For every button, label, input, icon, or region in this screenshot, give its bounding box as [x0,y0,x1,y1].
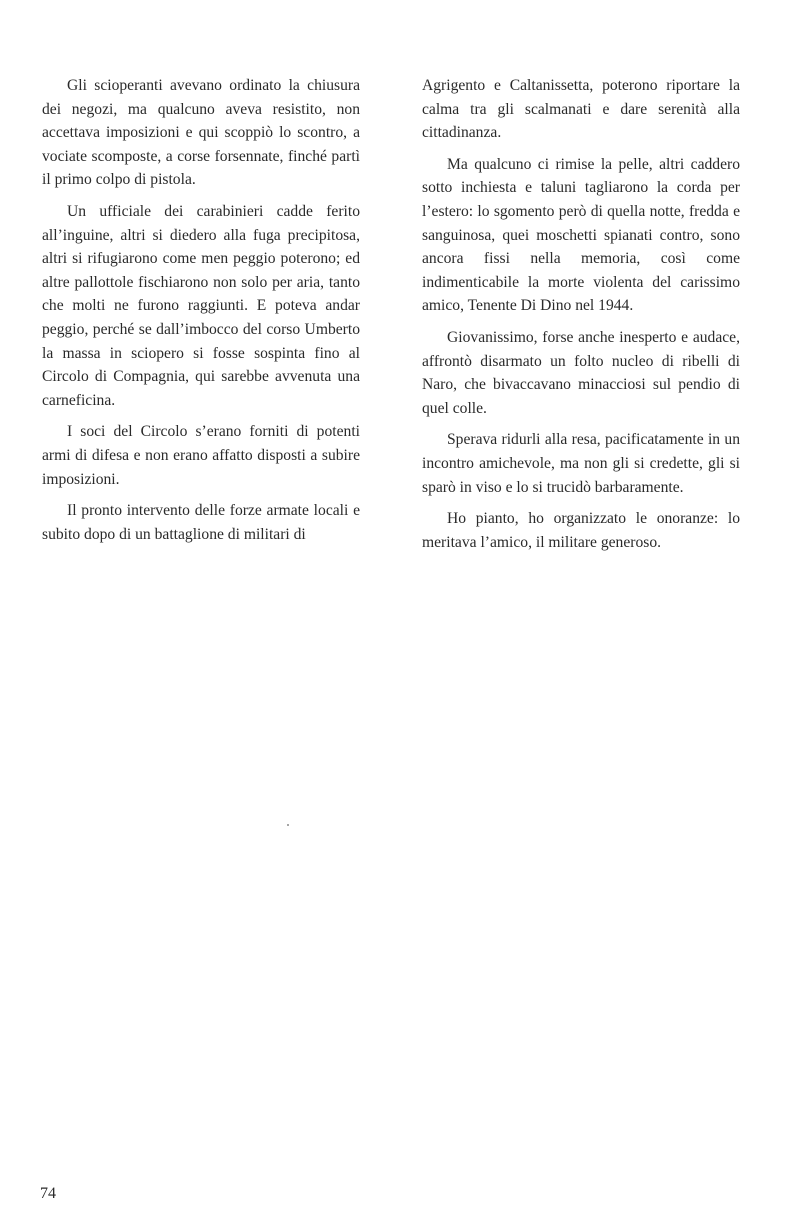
left-column [42,74,360,554]
paragraph: Ho pianto, ho organizzato le onoranze: lo meritava l’amico, il militare generoso. [422,510,740,551]
scan-speck [287,824,289,826]
page-number: 74 [40,1185,56,1202]
paragraph: Sperava ridurli alla resa, pacificatamente in un incontro amichevole, ma non gli si credette, gli si sparò in viso e lo si trucidò barbaramente. [422,431,740,496]
right-column [422,74,740,562]
continued-paragraph: Agrigento e Caltanissetta, poterono riportare la calma tra gli scalmanati e dare serenità alla cittadinanza. [422,77,740,142]
paragraph: Un ufficiale dei carabinieri cadde ferito all’inguine, altri si diedero alla fuga precipitosa, altri si rifugiarono come men peggio poterono; ed altre pallottole fischiarono non solo per aria, tanto che molti ne furono raggiunti. E poteva andar peggio, perché se dall’imbocco del corso Umberto la massa in sciopero si fosse sospinta fino al Circolo di Compagnia, qui sarebbe avvenuta una carneficina. [42,202,360,409]
paragraph: Il pronto intervento delle forze armate locali e subito dopo di un battaglione di militari di [42,502,360,543]
paragraph: Gli scioperanti avevano ordinato la chiusura dei negozi, ma qualcuno aveva resistito, non accettava imposizioni e qui scoppiò lo scontro, a vociate scomposte, a corse forsennate, finché partì il primo colpo di pistola. [42,77,360,189]
paragraph: I soci del Circolo s’erano forniti di potenti armi di difesa e non erano affatto disposti a subire imposizioni. [42,423,360,488]
paragraph: Giovanissimo, forse anche inesperto e audace, affrontò disarmato un folto nucleo di ribelli di Naro, che bivaccavano minacciosi sul pendio di quel colle. [422,328,740,417]
paragraph: Ma qualcuno ci rimise la pelle, altri caddero sotto inchiesta e taluni tagliarono la corda per l’estero: lo sgomento però di quella notte, fredda e sanguinosa, quei moschetti spianati contro, sono ancora fissi nella memoria, così come indimenticabile la morte violenta del carissimo amico, Tenente Di Dino nel 1944. [422,155,740,315]
